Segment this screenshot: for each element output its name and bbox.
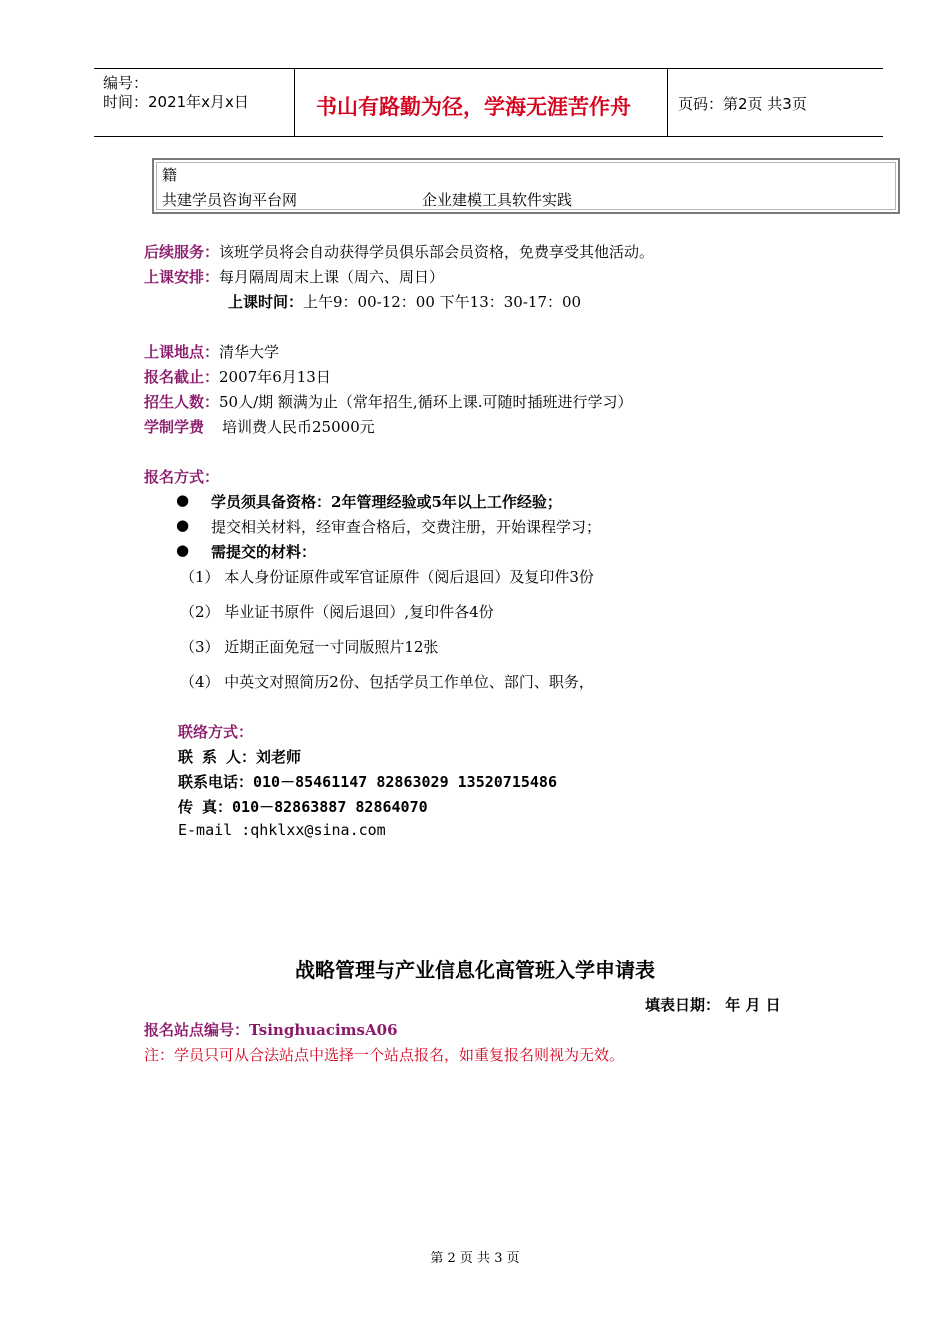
apply-bullet-3: 需提交的材料：	[211, 543, 317, 561]
enroll-row	[144, 391, 632, 412]
material-item: （3） 近期正面免冠一寸同版照片12张	[180, 638, 439, 656]
contact-fax: 传 真：010－82863887 82864070	[178, 798, 428, 816]
doc-time: 时间：2021年x月x日	[103, 93, 249, 111]
header-divider	[667, 69, 668, 136]
site-number: 报名站点编号：TsinghuacimsA06	[144, 1021, 398, 1039]
class-time-row	[228, 291, 581, 312]
place-value: 清华大学	[219, 343, 280, 361]
bullet-icon: ●	[176, 491, 190, 509]
apply-bullet-1: 学员须具备资格：2年管理经验或5年以上工作经验；	[211, 493, 562, 511]
deadline-row	[144, 366, 331, 387]
contact-person: 联 系 人：刘老师	[178, 748, 302, 766]
schedule-label: 上课安排：	[144, 268, 220, 286]
contact-phone: 联系电话：010－85461147 82863029 13520715486	[178, 773, 557, 791]
enroll-value: 50人/期 额满为止（常年招生,循环上课.可随时插班进行学习）	[219, 393, 633, 411]
enroll-label: 招生人数：	[144, 393, 220, 411]
doc-number: 编号：	[103, 74, 149, 92]
follow-value: 该班学员将会自动获得学员俱乐部会员资格，免费享受其他活动。	[219, 243, 655, 261]
header-bottom-rule	[94, 136, 883, 137]
place-label: 上课地点：	[144, 343, 220, 361]
class-time-label: 上课时间：	[228, 293, 304, 311]
class-time-value: 上午9：00-12：00 下午13：30-17：00	[303, 293, 582, 311]
motto: 书山有路勤为径，学海无涯苦作舟	[316, 95, 631, 119]
apply-bullet-2: 提交相关材料，经审查合格后，交费注册，开始课程学习；	[211, 518, 602, 536]
box-line-2-left: 共建学员咨询平台网	[162, 191, 298, 209]
follow-service-row	[144, 241, 654, 262]
material-item: （2） 毕业证书原件（阅后退回）,复印件各4份	[180, 603, 494, 621]
header-top-rule	[94, 68, 883, 69]
schedule-value: 每月隔周周末上课（周六、周日）	[219, 268, 445, 286]
fill-date: 填表日期： 年 月 日	[645, 996, 781, 1014]
place-row	[144, 341, 279, 362]
material-item: （4） 中英文对照简历2份、包括学员工作单位、部门、职务，	[180, 673, 594, 691]
form-title: 战略管理与产业信息化高管班入学申请表	[295, 958, 655, 982]
follow-label: 后续服务：	[144, 243, 220, 261]
bullet-icon: ●	[176, 541, 190, 559]
box-line-1: 籍	[162, 166, 178, 184]
fee-value: 培训费人民币25000元	[222, 418, 375, 436]
form-note: 注：学员只可从合法站点中选择一个站点报名，如重复报名则视为无效。	[144, 1046, 625, 1064]
bullet-icon: ●	[176, 516, 190, 534]
box-line-2-right: 企业建模工具软件实践	[422, 191, 573, 209]
contact-email: E-mail :qhklxx@sina.com	[178, 821, 386, 839]
material-item: （1） 本人身份证原件或军官证原件（阅后退回）及复印件3份	[180, 568, 594, 586]
page-footer: 第 2 页 共 3 页	[430, 1251, 520, 1266]
apply-label: 报名方式：	[144, 468, 220, 486]
schedule-row	[144, 266, 444, 287]
contact-label: 联络方式：	[178, 723, 254, 741]
page-indicator: 页码：第2页 共3页	[678, 95, 807, 113]
fee-row	[144, 416, 375, 437]
deadline-label: 报名截止：	[144, 368, 220, 386]
deadline-value: 2007年6月13日	[219, 368, 331, 386]
fee-label: 学制学费	[144, 418, 205, 436]
header-divider	[294, 69, 295, 136]
